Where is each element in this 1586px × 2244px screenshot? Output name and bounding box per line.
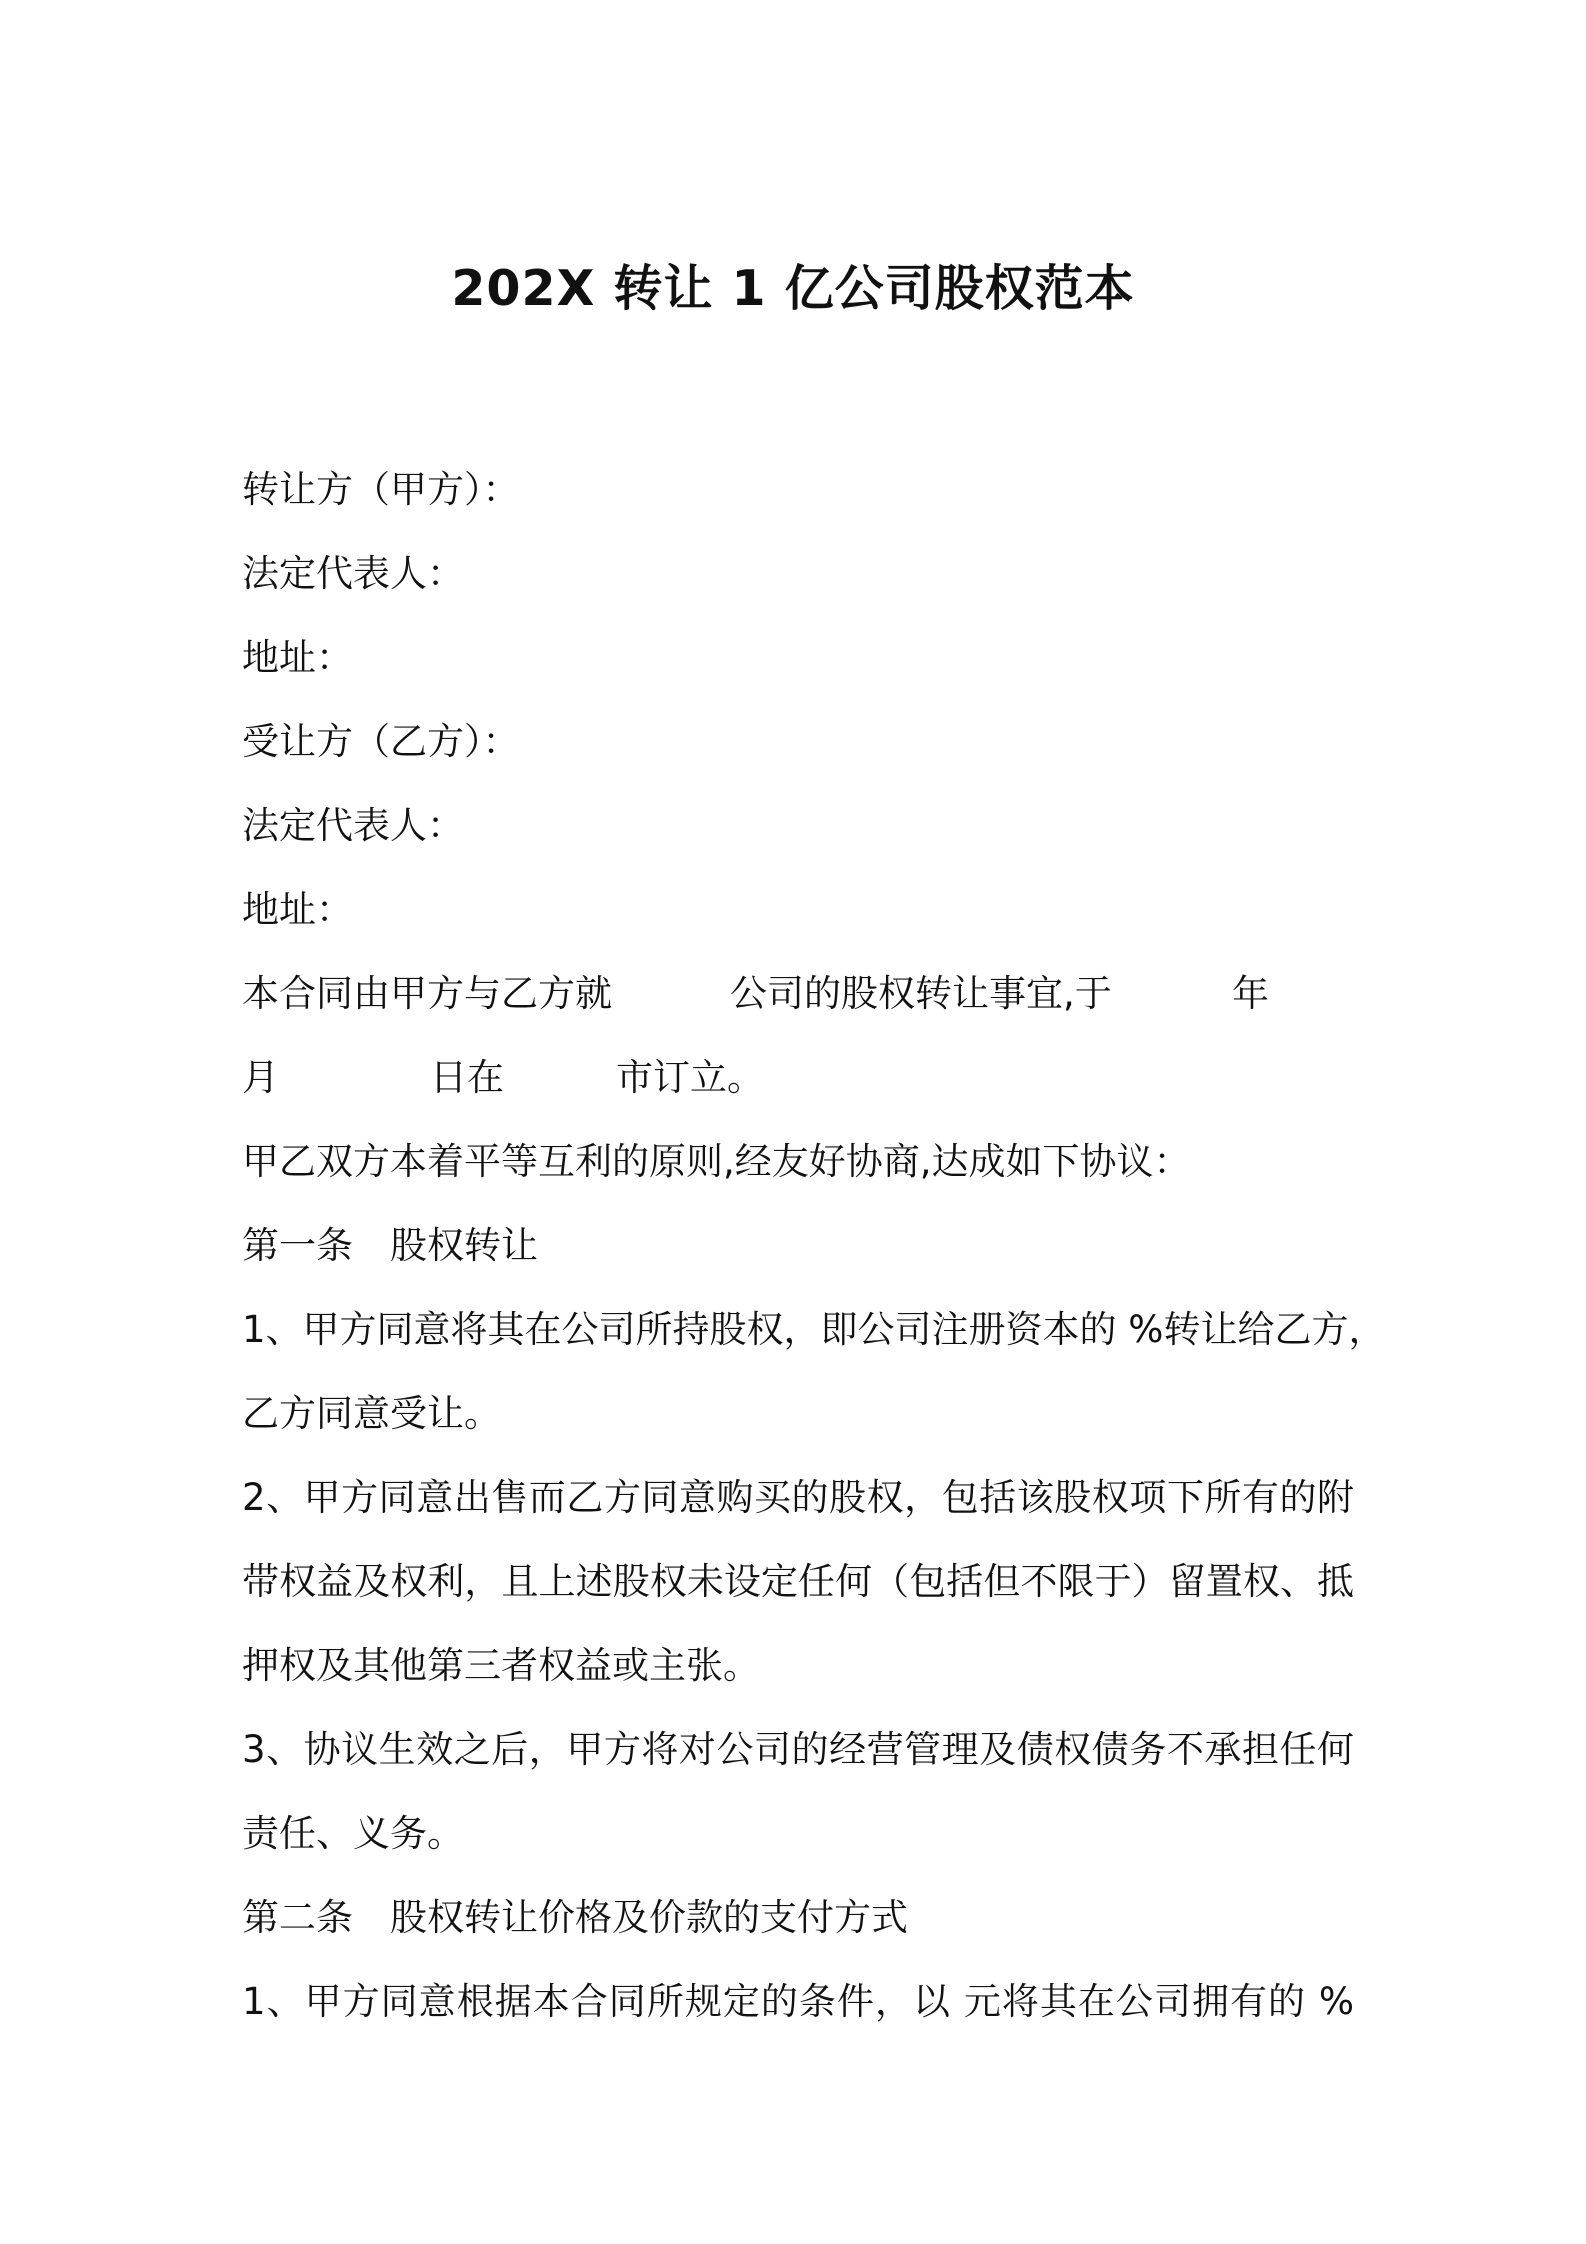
- article-1-clause-1-line-1: [242, 1288, 1386, 1372]
- agreement-line-2-part1: 月: [242, 1056, 279, 1099]
- article-1-clause-1-text-1: 1、甲方同意将其在公司所持股权，即公司注册资本的 %转让给乙方，: [242, 1308, 1386, 1351]
- article-2-number: 第二条: [242, 1896, 353, 1939]
- agreement-line-2-part2: 日在: [430, 1056, 504, 1099]
- article-2-title: 股权转让价格及价款的支付方式: [390, 1896, 908, 1939]
- article-2-clause-1-line-1: [242, 1960, 1354, 2044]
- agreement-line-1-part1: 本合同由甲方与乙方就: [242, 972, 612, 1015]
- transferor-legal-rep-line: 法定代表人：: [242, 552, 464, 595]
- agreement-line-1: [242, 952, 1354, 1036]
- document-title: 202X 转让 1 亿公司股权范本: [451, 260, 1135, 317]
- agreement-line-1-part2: 公司的股权转让事宜,于: [730, 972, 1112, 1015]
- article-1-clause-1-line-2: 乙方同意受让。: [242, 1392, 501, 1435]
- article-2-clause-1-text-1: 1、甲方同意根据本合同所规定的条件，以 元将其在公司拥有的 %: [242, 1980, 1354, 2023]
- intro-line: 甲乙双方本着平等互利的原则,经友好协商,达成如下协议：: [242, 1140, 1191, 1183]
- article-1-clause-2-line-2: [242, 1540, 1354, 1624]
- article-1-clause-3-line-2: 责任、义务。: [242, 1812, 464, 1855]
- transferor-line: 转让方（甲方）：: [242, 468, 520, 511]
- article-1-heading: [242, 1204, 1354, 1288]
- article-1-title: 股权转让: [390, 1224, 538, 1267]
- article-2-heading: [242, 1876, 1354, 1960]
- article-1-clause-3-line-1: [242, 1708, 1354, 1792]
- article-1-clause-2-line-3: 押权及其他第三者权益或主张。: [242, 1644, 760, 1687]
- article-1-clause-2-text-1: 2、甲方同意出售而乙方同意购买的股权，包括该股权项下所有的附: [242, 1476, 1354, 1519]
- transferor-address-line: 地址：: [242, 636, 353, 679]
- article-1-clause-2-line-1: [242, 1456, 1354, 1540]
- article-1-number: 第一条: [242, 1224, 353, 1267]
- document-body: [242, 448, 1386, 2044]
- agreement-line-2: [242, 1036, 1354, 1120]
- article-1-clause-2-text-2: 带权益及权利，且上述股权未设定任何（包括但不限于）留置权、抵: [242, 1560, 1354, 1603]
- agreement-line-1-part3: 年: [1232, 972, 1269, 1015]
- agreement-line-2-part3: 市订立。: [616, 1056, 764, 1099]
- transferee-address-line: 地址：: [242, 888, 353, 931]
- article-1-clause-3-text-1: 3、协议生效之后，甲方将对公司的经营管理及债权债务不承担任何: [242, 1728, 1354, 1771]
- transferee-legal-rep-line: 法定代表人：: [242, 804, 464, 847]
- transferee-line: 受让方（乙方）：: [242, 720, 520, 763]
